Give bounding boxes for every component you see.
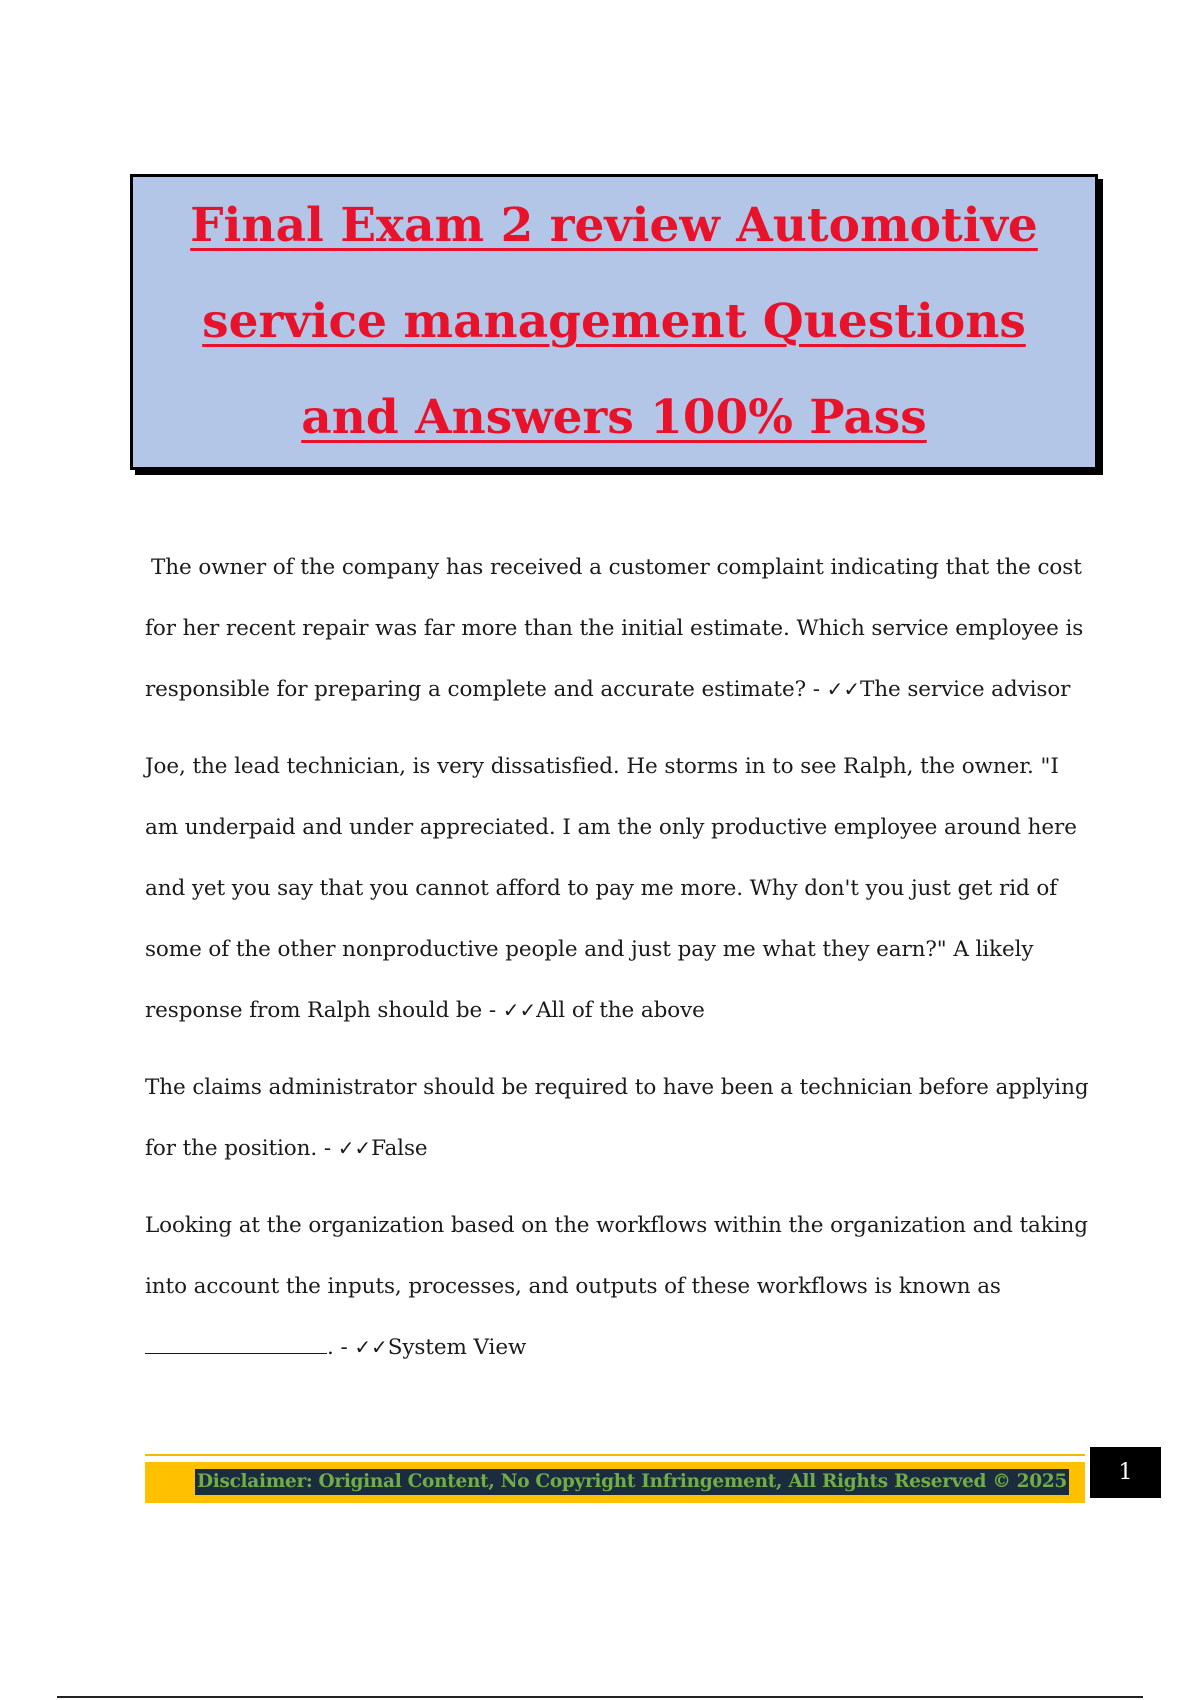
question-text: The claims administrator should be required to have been a technician before applying for the position. — [145, 1075, 1089, 1161]
footer-rule — [145, 1454, 1085, 1456]
qa-item — [145, 537, 1090, 720]
question-text: Looking at the organization based on the workflows within the organization and taking into account the inputs, processes, and outputs of these workflows is known as — [145, 1213, 1088, 1299]
double-check-icon: ✓✓ — [354, 1335, 388, 1359]
qa-item — [145, 1057, 1090, 1179]
answer-separator: - — [806, 677, 827, 702]
document-title: Final Exam 2 review Automotive service management Questions and Answers 100% Pass — [190, 198, 1038, 445]
page-bottom-divider — [57, 1696, 1143, 1698]
answer-separator: - — [333, 1335, 355, 1360]
question-text: The owner of the company has received a customer complaint indicating that the cost for her recent repair was far more than the initial estimate. Which service employee is responsible for preparing a complete and accurate estimate? — [145, 555, 1084, 702]
question-end: . — [327, 1335, 334, 1360]
qa-item — [145, 1195, 1090, 1378]
page-number: 1 — [1090, 1447, 1161, 1498]
double-check-icon: ✓✓ — [826, 677, 860, 701]
answer-separator: - — [482, 998, 503, 1023]
double-check-icon: ✓✓ — [337, 1136, 372, 1160]
footer-bar — [145, 1462, 1085, 1503]
answer-text: The service advisor — [859, 677, 1071, 702]
answer-text: System View — [387, 1335, 527, 1360]
disclaimer-text: Disclaimer: Original Content, No Copyright Infringement, All Rights Reserved © 2025 — [195, 1469, 1069, 1495]
double-check-icon: ✓✓ — [502, 998, 537, 1022]
question-text: Joe, the lead technician, is very dissatisfied. He storms in to see Ralph, the owner. "I am underpaid and under appreciated. I am the only productive employee around here and yet you say that you cannot afford to pay me more. Why don't you just get rid of some of the other nonproductive people and just pay me what they earn?" A likely response from Ralph should be — [145, 754, 1077, 1023]
title-box — [130, 174, 1098, 470]
qa-item — [145, 736, 1090, 1041]
answer-text: False — [371, 1136, 428, 1161]
fill-in-blank — [145, 1333, 327, 1354]
answer-text: All of the above — [536, 998, 705, 1023]
answer-separator: - — [317, 1136, 338, 1161]
qa-list — [145, 537, 1090, 1394]
